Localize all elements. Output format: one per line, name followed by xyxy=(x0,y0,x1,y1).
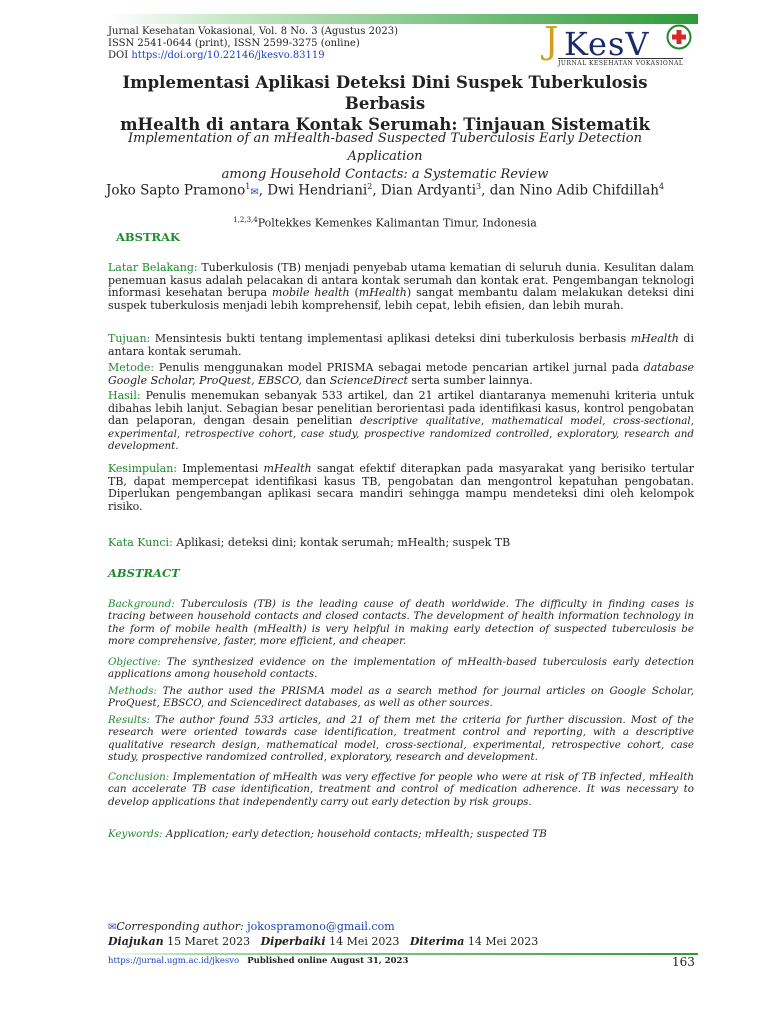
metode-italic-2: ScienceDirect xyxy=(329,373,408,387)
author-list xyxy=(90,178,680,202)
background-label: Background: xyxy=(108,598,175,610)
tujuan-text: Mensintesis bukti tentang implementasi aplikasi deteksi dini tuberkulosis berbasis xyxy=(150,332,631,345)
results-label: Results: xyxy=(108,714,150,726)
abstrak-latar xyxy=(108,262,694,312)
latar-italic-1: mobile health xyxy=(271,286,350,300)
objective-label: Objective: xyxy=(108,656,161,668)
latar-label: Latar Belakang: xyxy=(108,261,198,274)
english-title xyxy=(90,130,680,184)
hasil-italic: descriptive qualitative, mathematical model, cross-sectional, experimental, retrospective cohort, case study, prospective randomized controlled, exploratory, research and development. xyxy=(108,415,694,453)
diterima-date: 14 Mei 2023 xyxy=(464,935,539,948)
abstract-keywords xyxy=(108,828,694,840)
journal-volume: Jurnal Kesehatan Vokasional, Vol. 8 No. 3 (Agustus 2023) xyxy=(108,26,398,37)
author-3-sup: 3 xyxy=(476,182,482,191)
affiliation xyxy=(90,216,680,230)
methods-text: The author used the PRISMA model as a search method for journal articles on Google Scholar, ProQuest, EBSCO, and Sciencedirect databases, as well as other sources. xyxy=(108,685,694,710)
latar-text-3: ) sangat membantu dalam melakukan deteksi dini suspek tuberkulosis menjadi lebih komprehensif, lebih cepat, lebih efisien, dan lebih murah. xyxy=(108,286,695,312)
abstrak-hasil xyxy=(108,390,694,453)
corresponding-label: Corresponding author: xyxy=(116,920,248,933)
author-2: , Dwi Hendriani xyxy=(258,182,368,199)
corresponding-email-link[interactable]: jokospramono@gmail.com xyxy=(247,920,395,933)
envelope-icon: ✉ xyxy=(250,186,259,198)
kata-kunci-text: Aplikasi; deteksi dini; kontak serumah; mHealth; suspek TB xyxy=(172,536,511,549)
kesimpulan-text: Implementasi xyxy=(177,462,264,475)
journal-issn: ISSN 2541-0644 (print), ISSN 2599-3275 (online) xyxy=(108,38,360,49)
objective-text: The synthesized evidence on the implementation of mHealth-based tuberculosis early detection applications among household contacts. xyxy=(108,656,694,681)
latar-text-2: ( xyxy=(349,286,359,300)
kesimpulan-label: Kesimpulan: xyxy=(108,462,178,475)
abstrak-kesimpulan xyxy=(108,463,694,513)
author-2-sup: 2 xyxy=(367,182,373,191)
journal-doi xyxy=(108,50,398,62)
kesimpulan-italic: mHealth xyxy=(263,462,312,475)
latar-text: Tuberkulosis (TB) menjadi penyebab utama kematian di seluruh dunia. Kesulitan dalam penemuan kasus adalah pelacakan di antara kontak serumah dan kontak erat. Pengembangan teknologi informasi kesehatan berupa xyxy=(108,261,694,300)
kata-kunci-label: Kata Kunci: xyxy=(108,536,173,549)
envelope-icon: ✉ xyxy=(108,922,117,933)
methods-label: Methods: xyxy=(108,685,157,697)
tujuan-label: Tujuan: xyxy=(108,332,151,345)
title-line-2: mHealth di antara Kontak Serumah: Tinjauan Sistematik xyxy=(120,115,650,134)
author-1: Joko Sapto Pramono xyxy=(105,182,246,199)
metode-label: Metode: xyxy=(108,361,155,374)
doi-label: DOI xyxy=(108,50,129,61)
author-1-sup: 1 xyxy=(245,182,251,191)
journal-url-link[interactable]: https://jurnal.ugm.ac.id/jkesvo xyxy=(108,956,240,966)
logo-subtitle: JURNAL KESEHATAN VOKASIONAL xyxy=(558,60,684,67)
metode-italic-1: database Google Scholar, ProQuest, EBSCO, xyxy=(108,361,694,387)
corresponding-author xyxy=(108,920,395,933)
abstract-objective xyxy=(108,656,694,681)
author-4: , dan Nino Adib Chifdillah xyxy=(481,182,659,199)
abstract-heading: ABSTRACT xyxy=(108,566,180,580)
abstract-results xyxy=(108,714,694,763)
logo-letter-j: J xyxy=(544,21,559,62)
affiliation-sup: 1,2,3,4 xyxy=(233,216,258,224)
abstrak-heading: ABSTRAK xyxy=(116,230,180,244)
submission-dates xyxy=(108,935,538,948)
abstrak-kata-kunci xyxy=(108,537,694,550)
conclusion-label: Conclusion: xyxy=(108,771,170,783)
conclusion-text: Implementation of mHealth was very effective for people who were at risk of TB infected, mHealth can accelerate TB case identification, treatment and control of medication adherence. It was necessary to develop applications that independently carry out early detection by risk groups. xyxy=(108,771,694,808)
journal-info xyxy=(108,26,398,62)
hasil-label: Hasil: xyxy=(108,389,141,402)
english-title-line-2: among Household Contacts: a Systematic Review xyxy=(221,167,549,182)
paper-title xyxy=(90,72,680,135)
title-line-1: Implementasi Aplikasi Deteksi Dini Suspek Tuberkulosis Berbasis xyxy=(122,73,648,113)
tujuan-text-2: di antara kontak serumah. xyxy=(108,332,694,358)
abstract-background xyxy=(108,598,694,647)
page-number: 163 xyxy=(672,955,695,969)
diterima-label: Diterima xyxy=(409,935,465,948)
abstract-methods xyxy=(108,685,694,710)
english-title-line-1: Implementation of an mHealth-based Suspected Tuberculosis Early Detection Application xyxy=(127,131,643,164)
footer-line xyxy=(108,956,408,966)
diajukan-label: Diajukan xyxy=(108,935,164,948)
diperbaiki-label: Diperbaiki xyxy=(260,935,326,948)
author-3: , Dian Ardyanti xyxy=(372,182,477,199)
background-text: Tuberculosis (TB) is the leading cause of death worldwide. The difficulty in finding cases is tracing between household contacts and closed contacts. The development of health information technology in the form of mobile health (mHealth) is very helpful in making early detection of suspected tuberculosis be more comprehensive, faster, more efficient, and cheaper. xyxy=(108,598,694,647)
journal-logo xyxy=(544,22,694,68)
results-text: The author found 533 articles, and 21 of them met the criteria for further discussion. Most of the research were oriented towards case identification, treatment control and reporting, with a descriptive qualitative research design, mathematical model, cross-sectional, experimental, retrospective cohort, case study, prospective randomized controlled, exploratory, research and development. xyxy=(108,714,694,763)
logo-wordmark: KesV xyxy=(564,25,650,63)
author-4-sup: 4 xyxy=(658,182,665,191)
diperbaiki-date: 14 Mei 2023 xyxy=(325,935,400,948)
keywords-label: Keywords: xyxy=(108,828,163,840)
abstract-conclusion xyxy=(108,771,694,808)
metode-text-3: serta sumber lainnya. xyxy=(407,373,533,387)
abstrak-tujuan xyxy=(108,333,694,358)
medical-cross-icon xyxy=(666,24,692,50)
metode-text-2: dan xyxy=(302,373,330,387)
metode-text: Penulis menggunakan model PRISMA sebagai metode pencarian artikel jurnal pada xyxy=(154,361,644,374)
abstrak-metode xyxy=(108,362,694,387)
affiliation-text: Poltekkes Kemenkes Kalimantan Timur, Indonesia xyxy=(257,216,537,230)
keywords-text: Application; early detection; household contacts; mHealth; suspected TB xyxy=(162,828,547,840)
footer-gradient-bar xyxy=(108,953,698,955)
latar-italic-2: mHealth xyxy=(358,286,407,300)
kesimpulan-text-2: sangat efektif diterapkan pada masyarakat yang berisiko tertular TB, dapat mempercepat identifikasi kasus TB, pengobatan dan mengontrol kepatuhan pengobatan. Diperlukan pengembangan aplikasi secara mandiri sehingga mampu mendeteksi dini oleh kelompok risiko. xyxy=(108,462,694,513)
diajukan-date: 15 Maret 2023 xyxy=(163,935,251,948)
hasil-text: Penulis menemukan sebanyak 533 artikel, dan 21 artikel diantaranya memenuhi kriteria untuk dibahas lebih lanjut. Sebagian besar penelitian berorientasi pada identifikasi kasus, kontrol pengobatan dan pelaporan, dengan desain penelitian xyxy=(108,389,694,428)
published-date: Published online August 31, 2023 xyxy=(247,956,409,966)
doi-link[interactable]: https://doi.org/10.22146/jkesvo.83119 xyxy=(131,50,325,61)
tujuan-italic: mHealth xyxy=(630,332,679,345)
